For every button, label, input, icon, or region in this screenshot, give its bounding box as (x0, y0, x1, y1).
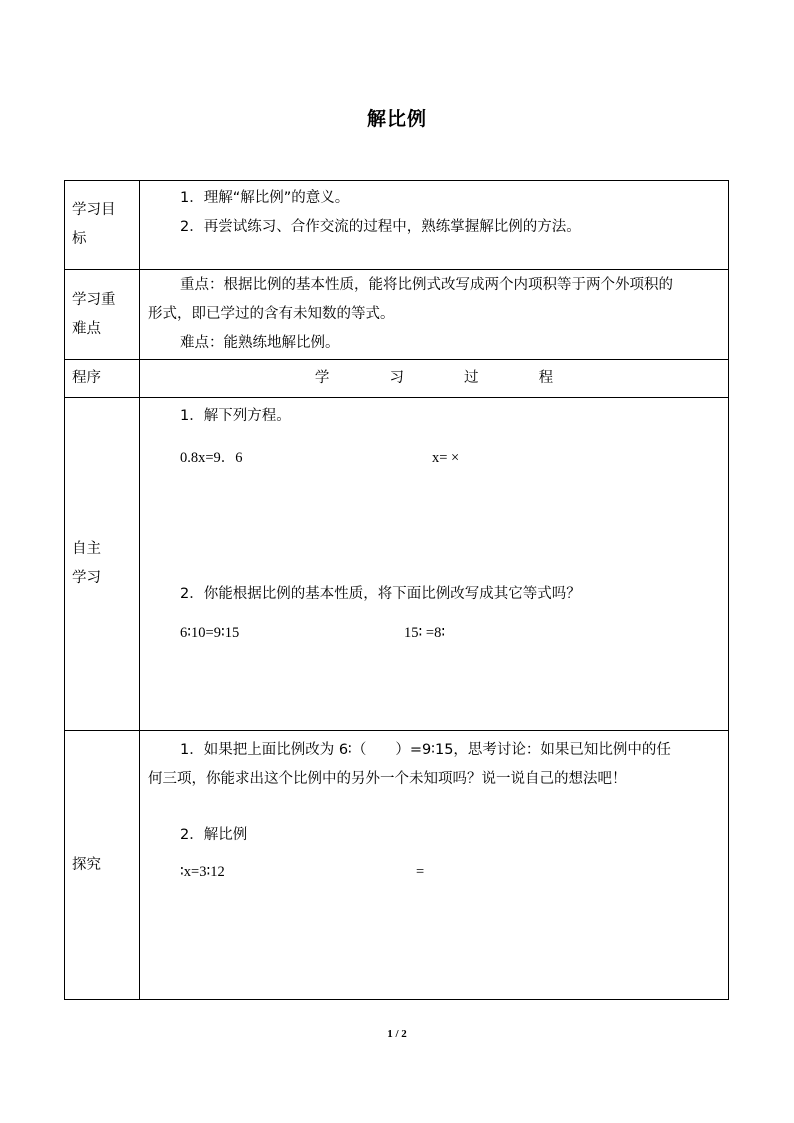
equation-2-right: 15∶ =8∶ (404, 625, 446, 641)
explore-question-2: 2．解比例 (180, 827, 248, 843)
explore-question-1: 1．如果把上面比例改为 6∶（ ）=9∶15，思考讨论：如果已知比例中的任 (180, 742, 671, 758)
content-explore (140, 731, 729, 1000)
label-self-study: 自主 学习 (65, 398, 140, 731)
content-self-study (140, 398, 729, 731)
explore-equation-right: = (416, 864, 425, 880)
self-question-1: 1．解下列方程。 (180, 408, 291, 424)
explore-question-1-cont: 何三项，你能求出这个比例中的另外一个未知项吗？说一说自己的想法吧！ (148, 771, 627, 787)
self-question-2: 2．你能根据比例的基本性质，将下面比例改写成其它等式吗？ (180, 586, 581, 602)
row-explore (65, 731, 729, 1000)
equation-1-left: 0.8x=9．6 (180, 450, 243, 466)
goal-line-2: 2．再尝试练习、合作交流的过程中，熟练掌握解比例的方法。 (180, 219, 581, 235)
key-point-line-1-cont: 形式，即已学过的含有未知数的等式。 (148, 306, 395, 322)
content-process-header: 学 习 过 程 (140, 360, 729, 398)
page-number: 1 / 2 (387, 1028, 407, 1040)
content-key-points (140, 270, 729, 360)
row-key-points (65, 270, 729, 360)
row-self-study (65, 398, 729, 731)
page-title: 解比例 (366, 108, 427, 130)
row-process-header (65, 360, 729, 398)
equation-1-right: x= × (432, 450, 460, 466)
row-learning-goal (65, 181, 729, 270)
label-key-points: 学习重 难点 (65, 270, 140, 360)
goal-line-1: 1．理解“解比例”的意义。 (180, 190, 350, 206)
key-point-line-1: 重点：根据比例的基本性质，能将比例式改写成两个内项积等于两个外项积的 (180, 277, 673, 293)
equation-2-left: 6∶10=9∶15 (180, 625, 240, 641)
label-explore: 探究 (65, 731, 140, 1000)
content-learning-goal (140, 181, 729, 270)
label-process: 程序 (65, 360, 140, 398)
explore-equation-left: ∶x=3∶12 (180, 864, 225, 880)
lesson-plan-table (64, 180, 729, 1000)
label-learning-goal: 学习目 标 (65, 181, 140, 270)
difficulty-line: 难点：能熟练地解比例。 (180, 335, 340, 351)
